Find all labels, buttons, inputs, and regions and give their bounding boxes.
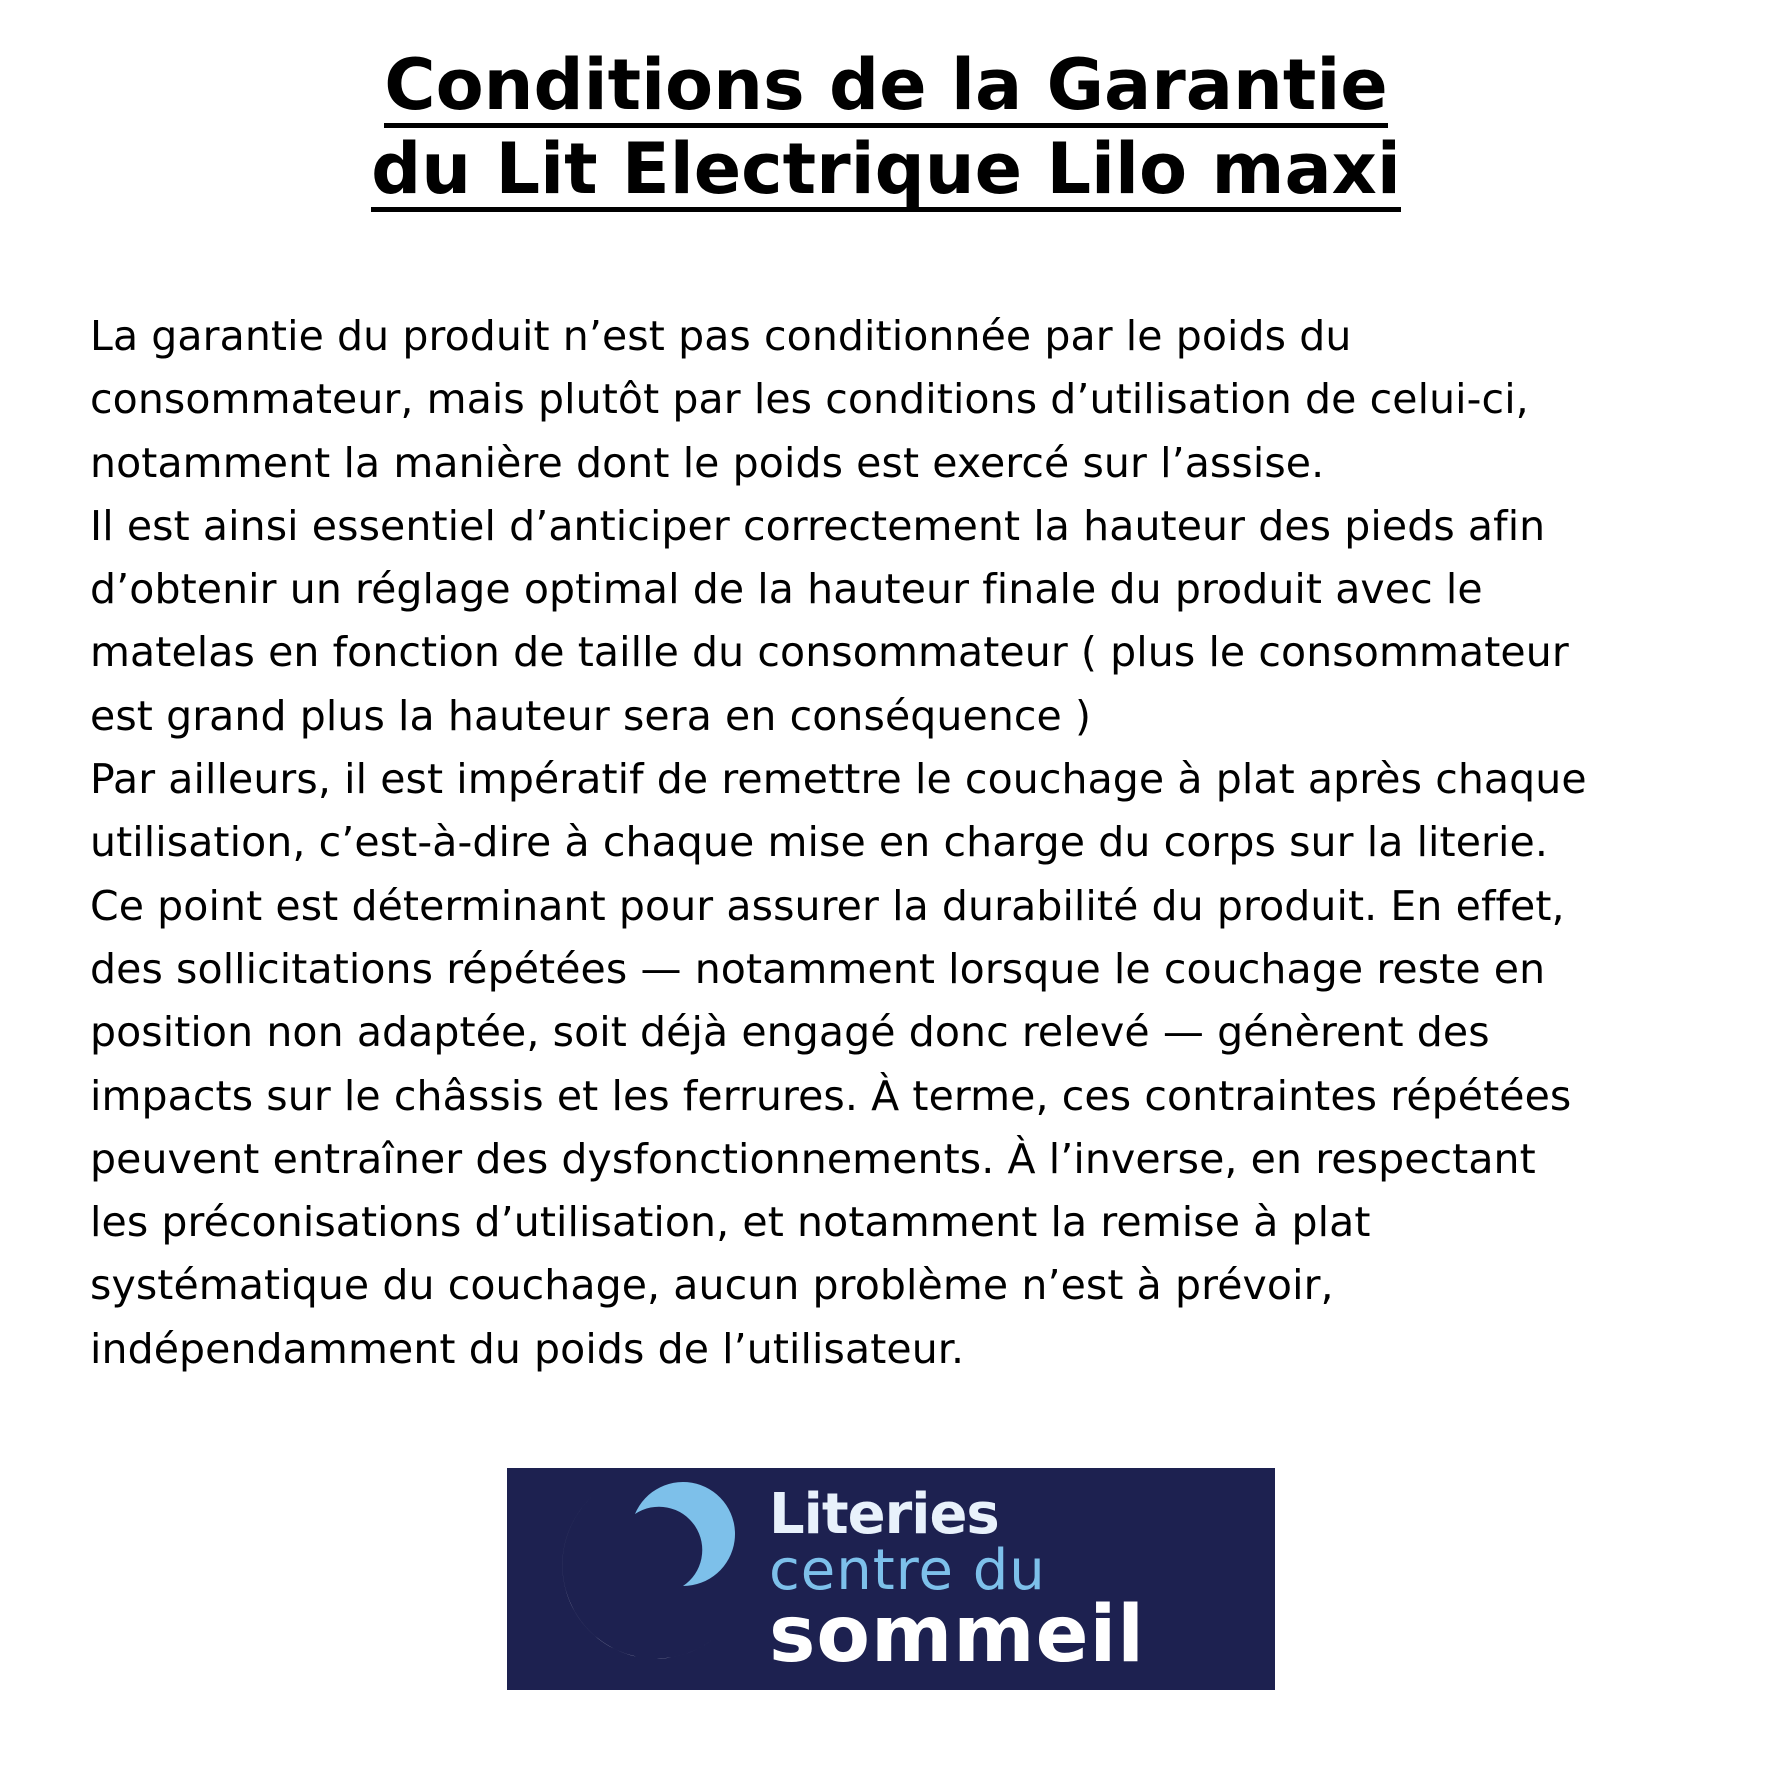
document-title <box>0 44 1772 212</box>
body-line: notamment la manière dont le poids est exercé sur l’assise. <box>90 438 1325 487</box>
logo-text-literies: Literies <box>769 1482 999 1547</box>
body-line: Il est ainsi essentiel d’anticiper correctement la hauteur des pieds afin <box>90 501 1546 550</box>
logo-text-centre-du: centre du <box>769 1538 1046 1603</box>
body-line: consommateur, mais plutôt par les conditions d’utilisation de celui-ci, <box>90 375 1529 424</box>
logo-text-sommeil: sommeil <box>769 1590 1145 1680</box>
body-line: d’obtenir un réglage optimal de la hauteur finale du produit avec le <box>90 565 1483 614</box>
body-line: impacts sur le châssis et les ferrures. À terme, ces contraintes répétées <box>90 1071 1572 1120</box>
body-line: peuvent entraîner des dysfonctionnements. À l’inverse, en respectant <box>90 1134 1536 1183</box>
warranty-body <box>90 305 1710 1381</box>
brand-logo <box>507 1468 1275 1690</box>
body-line: matelas en fonction de taille du consommateur ( plus le consommateur <box>90 628 1569 677</box>
body-line: La garantie du produit n’est pas conditionnée par le poids du <box>90 312 1352 360</box>
body-line: Ce point est déterminant pour assurer la durabilité du produit. En effet, <box>90 881 1565 930</box>
body-line: est grand plus la hauteur sera en conséquence ) <box>90 691 1092 740</box>
body-line: position non adaptée, soit déjà engagé donc relevé — génèrent des <box>90 1008 1490 1057</box>
body-line: les préconisations d’utilisation, et notamment la remise à plat <box>90 1198 1371 1247</box>
body-line: utilisation, c’est-à-dire à chaque mise en charge du corps sur la literie. <box>90 818 1548 867</box>
body-line: des sollicitations répétées — notamment lorsque le couchage reste en <box>90 944 1546 993</box>
body-line: systématique du couchage, aucun problème n’est à prévoir, <box>90 1261 1334 1310</box>
title-line-2: du Lit Electrique Lilo maxi <box>371 128 1401 210</box>
body-line: indépendamment du poids de l’utilisateur. <box>90 1324 965 1373</box>
body-line: Par ailleurs, il est impératif de remettre le couchage à plat après chaque <box>90 755 1587 804</box>
title-line-1: Conditions de la Garantie <box>384 44 1388 126</box>
